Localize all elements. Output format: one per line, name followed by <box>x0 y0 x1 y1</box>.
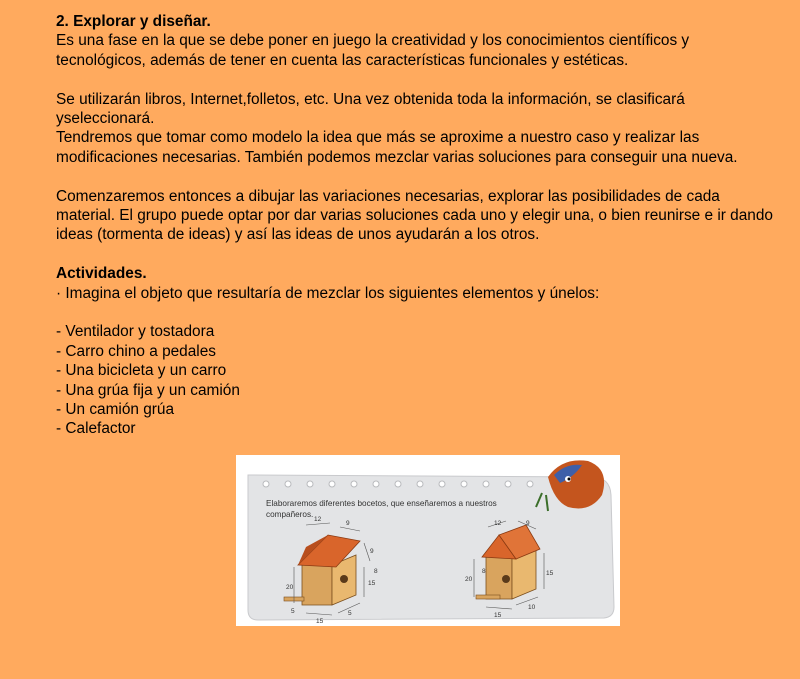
dim-label: 15 <box>316 618 324 625</box>
dim-label: 5 <box>291 608 295 615</box>
figure-caption-line1: Elaboraremos diferentes bocetos, que enseñaremos a nuestros <box>266 499 497 508</box>
dim-label: 10 <box>528 604 536 611</box>
research-line-1: Se utilizarán libros, Internet,folletos, etc. Una vez obtenida toda la información, se clasificará yseleccionará. <box>56 90 685 128</box>
section-title: 2. Explorar y diseñar. <box>56 13 211 30</box>
dim-label: 12 <box>314 516 322 523</box>
dim-label: 15 <box>494 612 502 619</box>
activity-item: - Ventilador y tostadora <box>56 323 215 341</box>
birdhouse-sketch-figure <box>236 455 620 626</box>
activity-item: - Una bicicleta y un carro <box>56 362 227 380</box>
dim-label: 9 <box>526 520 530 527</box>
dim-label: 12 <box>494 520 502 527</box>
dim-label: 8 <box>482 568 486 575</box>
dim-label: 8 <box>374 568 378 575</box>
dim-label: 15 <box>546 570 554 577</box>
research-line-2: Tendremos que tomar como modelo la idea que más se aproxime a nuestro caso y realizar las modificaciones necesarias. También podemos mezclar varias soluciones para conseguir una nueva. <box>56 129 738 166</box>
activities-heading: Actividades. <box>56 265 147 283</box>
dim-label: 20 <box>465 576 473 583</box>
intro-paragraph: Es una fase en la que se debe poner en juego la creatividad y los conocimientos científicos y tecnológicos, además de tener en cuenta las características funcionales y estéticas. <box>56 32 690 69</box>
figure-caption-line2: compañeros. <box>266 510 314 519</box>
dim-label: 15 <box>368 580 376 587</box>
dim-label: 5 <box>348 610 352 617</box>
activity-item: - Carro chino a pedales <box>56 342 216 360</box>
dim-label: 20 <box>286 584 294 591</box>
content-text <box>56 12 776 439</box>
activity-item: - Una grúa fija y un camión <box>56 381 240 399</box>
activities-prompt: · Imagina el objeto que resultaría de mezclar los siguientes elementos y únelos: <box>56 284 600 302</box>
dim-label: 9 <box>370 548 374 555</box>
activity-item: - Calefactor <box>56 420 136 438</box>
activity-item: - Un camión grúa <box>56 401 175 419</box>
drawing-paragraph: Comenzaremos entonces a dibujar las variaciones necesarias, explorar las posibilidades de cada material. El grupo puede optar por dar varias soluciones cada uno y elegir una, o bien reunirse e ir dando ideas (tormenta de ideas) y así las ideas de unos ayudarán a los otros. <box>56 187 773 244</box>
dim-label: 9 <box>346 520 350 527</box>
